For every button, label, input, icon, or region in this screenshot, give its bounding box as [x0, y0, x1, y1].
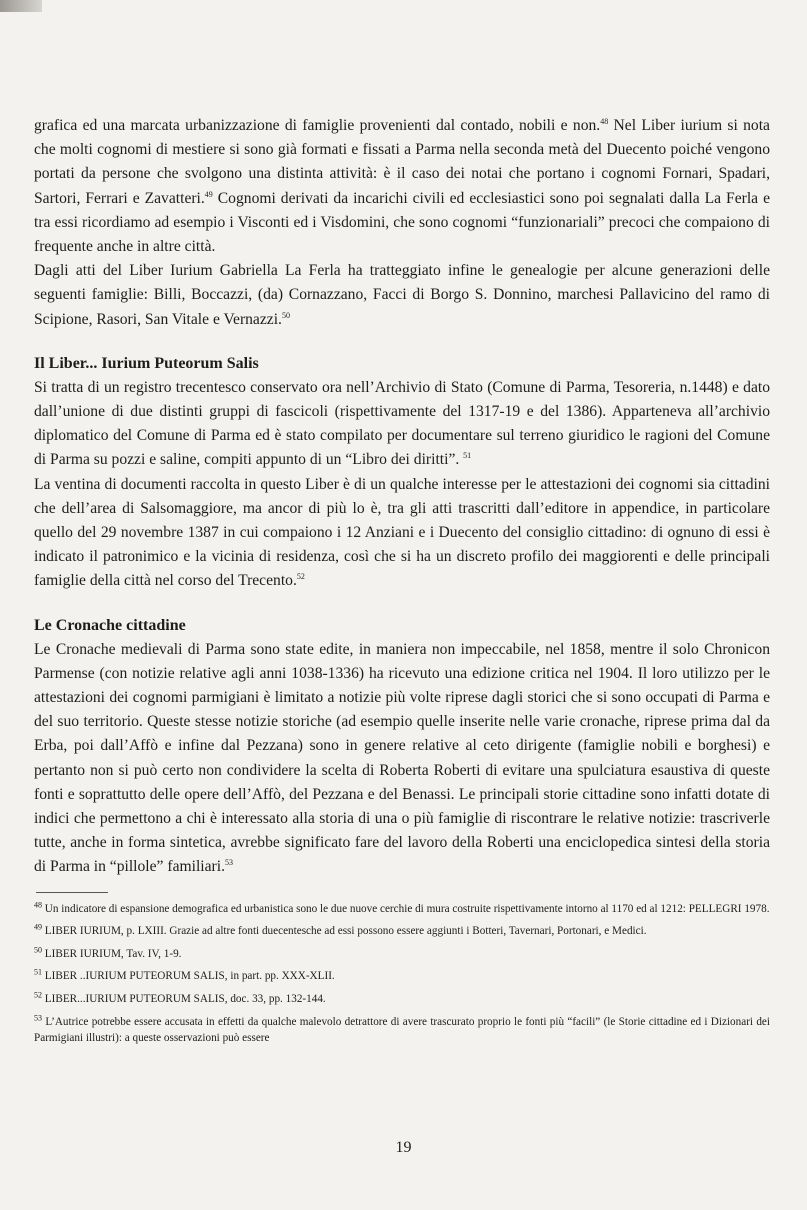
footnote-text: LIBER ..IURIUM PUTEORUM SALIS, in part. pp. XXX-XLII. — [44, 970, 335, 983]
body-paragraph — [34, 376, 770, 473]
page-body — [34, 114, 770, 1053]
footnote-ref[interactable]: 51 — [463, 451, 472, 461]
footnote-ref[interactable]: 49 — [204, 189, 213, 199]
footnote-text: LIBER...IURIUM PUTEORUM SALIS, doc. 33, pp. 132-144. — [44, 993, 326, 1006]
section-heading: Il Liber... Iurium Puteorum Salis — [34, 354, 259, 372]
text-run: La ventina di documenti raccolta in questo Liber è di un qualche interesse per le attestazioni dei cognomi sia cittadini che dell’area di Salsomaggiore, ma ancor di più lo è, tra gli atti trascritti dall’editore in appendice, in particolare quello del 29 novembre 1387 in cui compaiono i 12 Anziani e i Duecento del consiglio cittadino: di ognuno di essi è indicato il patronimico e la vicinia di residenza, così che si ha un discreto profilo dei maggiorenti e delle principali famiglie della città nel corso del Trecento. — [34, 475, 770, 590]
footnote — [34, 991, 770, 1008]
footnote-text: LIBER IURIUM, p. LXIII. Grazie ad altre fonti duecentesche ad essi possono essere aggiunti i Botteri, Tavernari, Portonari, e Medici. — [44, 925, 647, 938]
section-heading: Le Cronache cittadine — [34, 616, 186, 634]
section-cronache — [34, 614, 770, 880]
section-liber-puteorum — [34, 352, 770, 594]
text-run: Nel Liber iurium si nota che molti cognomi di mestiere si sono già formati e fissati a Parma nella seconda metà del Duecento poiché vengono portati da persone che svolgono una distinta attività: è il caso dei notai che portano i cognomi Fornari, Spadari, Sartori, Ferrari e Zavatteri. — [34, 117, 770, 207]
scan-edge-mark — [0, 0, 42, 12]
footnote — [34, 923, 770, 940]
footnote-number: 52 — [34, 990, 42, 1000]
text-run: Dagli atti del Liber Iurium Gabriella La Ferla ha tratteggiato infine le genealogie per alcune generazioni delle seguenti famiglie: Billi, Boccazzi, (da) Cornazzano, Facci di Borgo S. Donnino, marchesi Pallavicino del ramo di Scipione, Rasori, San Vitale e Vernazzi. — [34, 262, 770, 328]
footnote-text: Un indicatore di espansione demografica ed urbanistica sono le due nuove cerchie di mura costruite rispettivamente intorno al 1170 ed al 1212: PELLEGRI 1978. — [44, 902, 770, 915]
footnotes — [34, 901, 770, 1047]
footnote-number: 49 — [34, 922, 42, 932]
page-number: 19 — [395, 1139, 412, 1156]
footnote-number: 48 — [34, 899, 42, 909]
text-run: Le Cronache medievali di Parma sono state edite, in maniera non impeccabile, nel 1858, mentre il solo Chronicon Parmense (con notizie relative agli anni 1038-1336) ha ricevuto una edizione critica nel 1904. Il loro utilizzo per le attestazioni dei cognomi parmigiani è limitato a notizie più volte riprese dagli storici che si sono occupati di Parma e del suo territorio. Queste stesse notizie storiche (ad esempio quelle inserite nelle varie cronache, riprese prima dal da Erba, poi dall’Affò e infine dal Pezzana) sono in genere relative al ceto dirigente (famiglie nobili e borghesi) e pertanto non si può certo non condividere la scelta di Roberta Roberti di evitare una spulciatura esaustiva di queste fonti e soprattutto delle opere dell’Affò, del Pezzana e del Benassi. Le principali storie cittadine sono infatti dotate di indici che permettono a chi è interessato alla storia di una o più famiglie di riscontrare le relative notizie: trascriverle tutte, anche in forma sintetica, avrebbe significato fare del lavoro della Roberti una enciclopedica sintesi della storia di Parma in “pillole” familiari. — [34, 640, 770, 876]
footnote-text: LIBER IURIUM, Tav. IV, 1-9. — [44, 947, 182, 960]
footnote — [34, 946, 770, 963]
footnote-ref[interactable]: 50 — [281, 310, 290, 320]
footnote-text: L’Autrice potrebbe essere accusata in effetti da qualche malevolo detrattore di avere trascurato proprio le fonti più “facili” (le Storie cittadine ed i Dizionari dei Parmigiani illustri): a queste osservazioni può essere — [34, 1015, 771, 1045]
footnote-ref[interactable]: 52 — [296, 572, 305, 582]
footnote-ref[interactable]: 48 — [600, 116, 609, 126]
body-paragraph — [34, 473, 770, 594]
footnote-number: 51 — [34, 967, 42, 977]
footnote — [34, 1014, 770, 1047]
text-run: grafica ed una marcata urbanizzazione di famiglie provenienti dal contado, nobili e non. — [34, 117, 601, 134]
footnote — [34, 901, 770, 918]
footnote-number: 50 — [34, 945, 42, 955]
footnote — [34, 968, 770, 985]
footnote-ref[interactable]: 53 — [224, 858, 233, 868]
body-paragraph — [34, 638, 770, 880]
footnote-number: 53 — [34, 1012, 42, 1022]
footnote-divider — [36, 892, 108, 893]
body-paragraph — [34, 114, 770, 259]
text-run: Cognomi derivati da incarichi civili ed ecclesiastici sono poi segnalati dalla La Ferla e tra essi ricordiamo ad esempio i Visconti ed i Visdomini, che sono cognomi “funzionariali” precoci che compaiono di frequente anche in altre città. — [34, 189, 770, 256]
text-run: Si tratta di un registro trecentesco conservato ora nell’Archivio di Stato (Comune di Parma, Tesoreria, n.1448) e dato dall’unione di due distinti gruppi di fascicoli (rispettivamente del 1317-19 e del 1386). Apparteneva all’archivio diplomatico del Comune di Parma ed è stato compilato per documentare sul terreno giuridico le ragioni del Comune di Parma su pozzi e saline, compiti appunto di un “Libro dei diritti”. — [34, 378, 770, 469]
body-paragraph — [34, 259, 770, 332]
